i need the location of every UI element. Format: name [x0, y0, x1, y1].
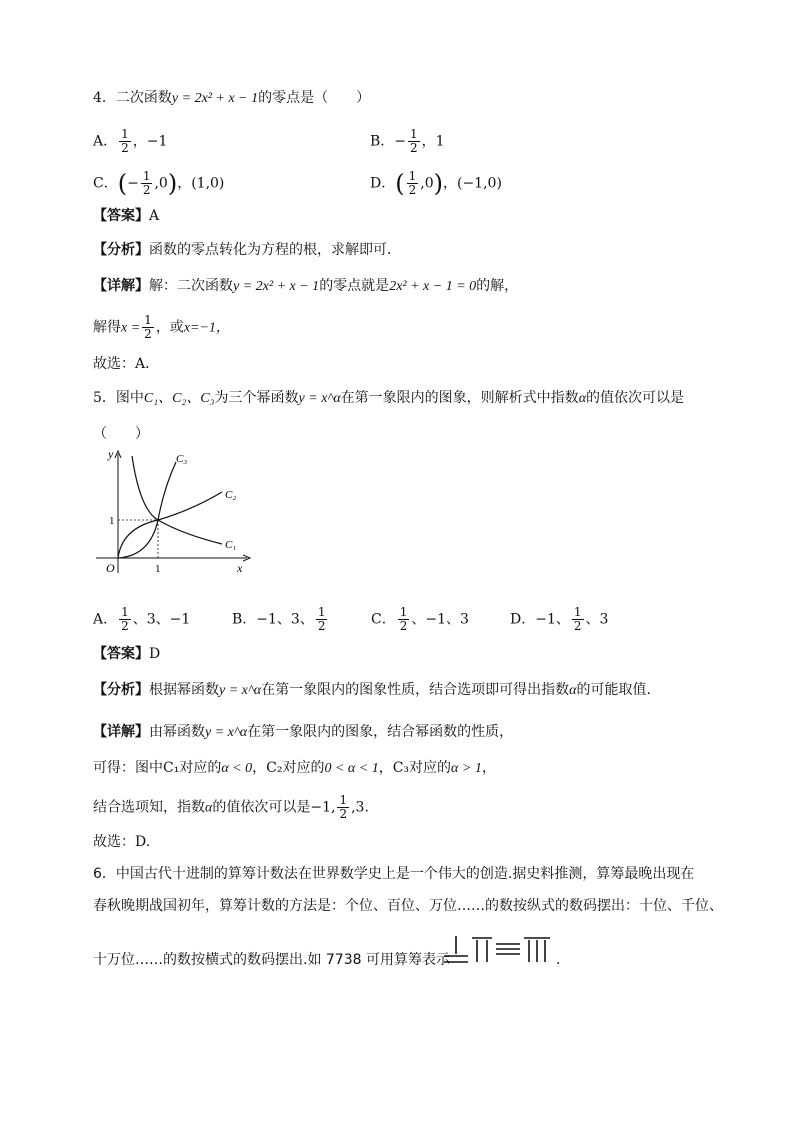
x-label: x — [237, 561, 243, 575]
curve-c3 — [118, 462, 176, 558]
q4-option-a[interactable]: A． $\frac{1}{2}$ ，−1 — [93, 127, 168, 155]
q4-solve: 解得x = $\frac{1}{2}$ ，或x=−1， — [93, 313, 230, 341]
q5-option-b[interactable]: B．−1、3、 $\frac{1}{2}$ — [232, 605, 326, 633]
rod-digit-7-horizontal — [444, 936, 468, 962]
fraction: $\frac{1}{2}$ — [573, 605, 582, 633]
q4-stem: 4．二次函数y = 2x² + x − 1的零点是（ ） — [93, 90, 371, 106]
q5-option-c[interactable]: C． $\frac{1}{2}$ 、−1、3 — [371, 605, 469, 633]
q5-answer: 【答案】D — [93, 646, 161, 662]
q6-line-3-end: . — [556, 952, 561, 968]
q5-option-d[interactable]: D．−1、 $\frac{1}{2}$ 、3 — [510, 605, 609, 633]
fraction: $\frac{1}{2}$ — [121, 605, 129, 633]
q5-stem: 5．图中C₁、C₂、C₃为三个幂函数y = x^α在第一象限内的图象，则解析式中指数α的值依次可以是 — [93, 390, 685, 406]
q5-option-a[interactable]: A． $\frac{1}{2}$ 、3、−1 — [93, 605, 191, 633]
fraction: $\frac{1}{2}$ — [142, 169, 151, 197]
q5-choose: 故选：D. — [93, 834, 151, 850]
y-label: y — [108, 448, 114, 461]
q6-line-2: 春秋晚期战国初年，算筹计数的方法是：个位、百位、万位……的数按纵式的数码摆出：十位、千位、 — [93, 898, 723, 914]
fraction: $\frac{1}{2}$ — [144, 313, 152, 341]
q4-analysis: 【分析】函数的零点转化为方程的根，求解即可． — [93, 242, 401, 258]
x-tick-1: 1 — [155, 563, 161, 575]
q4-option-c[interactable]: C．(− $\frac{1}{2}$ ,0)，(1,0) — [93, 169, 225, 198]
q4-detail: 【详解】解：二次函数y = 2x² + x − 1的零点就是2x² + x − 1 = 0的解， — [93, 278, 519, 294]
q5-analysis: 【分析】根据幂函数y = x^α在第一象限内的图象性质，结合选项即可得出指数α的可能取值． — [93, 682, 661, 698]
origin-label: O — [106, 561, 115, 575]
q4-option-b[interactable]: B．− $\frac{1}{2}$ ，1 — [370, 127, 445, 155]
q4-choose: 故选：A． — [93, 356, 160, 372]
q4-expr: y = 2x² + x − 1 — [171, 91, 259, 106]
y-tick-1: 1 — [109, 515, 115, 527]
counting-rods-7738 — [440, 932, 556, 970]
c2-label: C₂ — [225, 489, 237, 501]
rod-digit-3-horizontal — [496, 944, 520, 954]
q4-answer: 【答案】A — [93, 208, 160, 224]
rod-digit-7-vertical — [472, 938, 492, 962]
q5-can: 可得：图中C₁对应的α < 0，C₂对应的0 < α < 1，C₃对应的α > 1， — [93, 760, 496, 776]
q6-line-1: 6．中国古代十进制的算筹计数法在世界数学史上是一个伟大的创造.据史料推测，算筹最晚出现在 — [93, 866, 695, 882]
q5-paren: （ ） — [93, 426, 149, 442]
c1-label: C₁ — [225, 539, 237, 551]
rod-digit-8-vertical — [524, 938, 550, 962]
q5-combine: 结合选项知，指数α的值依次可以是−1, $\frac{1}{2}$ ,3. — [93, 793, 369, 821]
q6-line-3: 十万位……的数按横式的数码摆出.如 7738 可用算筹表示 — [93, 952, 450, 968]
fraction: $\frac{1}{2}$ — [339, 793, 348, 821]
curve-c2 — [118, 492, 222, 558]
fraction: $\frac{1}{2}$ — [408, 169, 417, 197]
q5-number: 5． — [93, 390, 116, 406]
fraction: $\frac{1}{2}$ — [317, 605, 326, 633]
fraction: $\frac{1}{2}$ — [121, 127, 129, 155]
q5-detail: 【详解】由幂函数y = x^α在第一象限内的图象，结合幂函数的性质， — [93, 724, 514, 740]
c3-label: C₃ — [176, 453, 188, 465]
fraction: $\frac{1}{2}$ — [399, 605, 408, 633]
power-function-graph — [92, 448, 252, 578]
q4-number: 4． — [93, 90, 116, 106]
q4-option-d[interactable]: D．( $\frac{1}{2}$ ,0)，(−1,0) — [370, 169, 502, 198]
fraction: $\frac{1}{2}$ — [410, 127, 418, 155]
